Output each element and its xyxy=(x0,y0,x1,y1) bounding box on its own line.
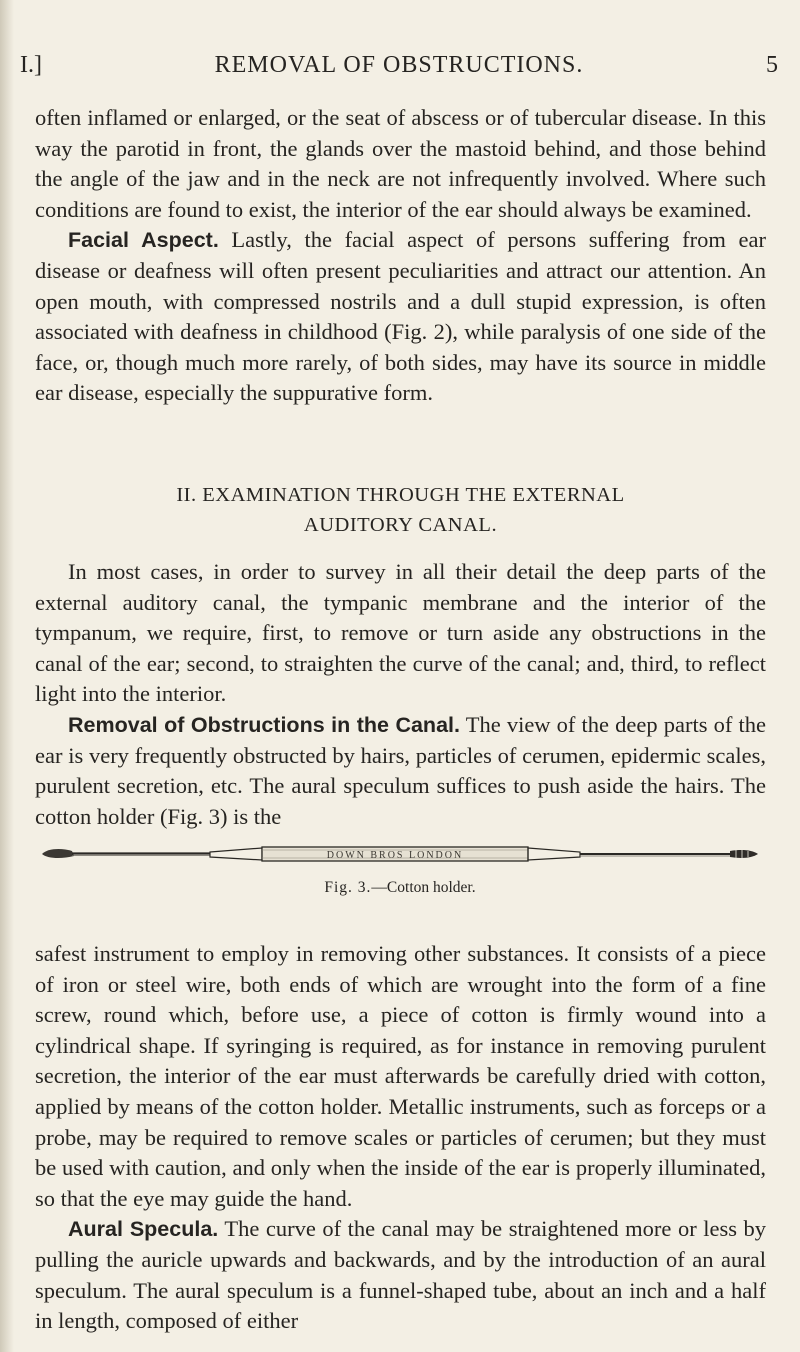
paragraph-intro: In most cases, in order to survey in all their detail the deep parts of the external auditory canal, the tympanic membrane and the interior of the tympanum, we require, first, to remove or turn aside any obstructions in the canal of the ear; second, to straighten the curve of the canal; and, third, to reflect light into the interior. xyxy=(35,559,766,707)
paragraph-continuation-2: safest instrument to employ in removing other substances. It consists of a piece of iron or steel wire, both ends of which are wrought into the form of a fine screw, round which, before use, a piece of cotton is firmly wound into a cylindrical shape. If syringing is required, as for instance in removing purulent secretion, the interior of the ear must afterwards be carefully dried with cotton, applied by means of the cotton holder. Metallic instruments, such as forceps or a probe, may be required to remove scales or particles of cerumen; but they must be used with caution, and only when the inside of the ear is properly illuminated, so that the eye may guide the hand. xyxy=(35,941,766,1211)
section-heading xyxy=(35,480,766,540)
paragraph-removal: Removal of Obstructions in the Canal. The view of the deep parts of the ear is very frequently obstructed by hairs, particles of cerumen, epidermic scales, purulent secretion, etc. The aural speculum suffices to push aside the hairs. The cotton holder (Fig. 3) is the xyxy=(35,711,767,829)
section-marker: I.] xyxy=(20,52,42,78)
text-block-upper xyxy=(35,103,766,409)
handle-taper-right xyxy=(528,848,580,860)
run-in-heading-aural-specula: Aural Specula. xyxy=(68,1217,219,1242)
figure-caption-text: —Cotton holder. xyxy=(371,879,476,896)
paragraph-facial-aspect: Facial Aspect. Lastly, the facial aspect of persons suffering from ear disease or deafness will often present peculiarities and attract our attention. An open mouth, with compressed nostrils and a dull stupid expression, is often associated with deafness in childhood (Fig. 2), while paralysis of one side of the face, or, though much more rarely, of both sides, may have its source in middle ear disease, especially the suppurative form. xyxy=(35,227,766,406)
page-number: 5 xyxy=(766,52,778,78)
text-block-lower xyxy=(35,939,766,1337)
section-heading-line2: AUDITORY CANAL. xyxy=(303,514,498,536)
handle-taper-left xyxy=(210,848,262,860)
cotton-tip-left xyxy=(42,849,74,858)
screw-tip-right xyxy=(730,850,758,858)
maker-mark: DOWN BROS LONDON xyxy=(326,850,464,861)
cotton-holder-illustration xyxy=(0,838,800,868)
figure-caption xyxy=(0,879,800,897)
run-in-heading-facial-aspect: Facial Aspect. xyxy=(68,228,219,253)
section-heading-line1: II. EXAMINATION THROUGH THE EXTERNAL xyxy=(176,484,625,506)
figure-label: Fig. 3. xyxy=(324,879,372,896)
text-block-middle xyxy=(35,557,766,832)
paragraph-aural-specula: Aural Specula. The curve of the canal may be straightened more or less by pulling the auricle upwards and backwards, and by the introduction of an aural speculum. The aural speculum is a funnel-shaped tube, about an inch and a half in length, composed of either xyxy=(35,1216,766,1334)
running-title: REMOVAL OF OBSTRUCTIONS. xyxy=(214,52,584,78)
paragraph-continuation: often inflamed or enlarged, or the seat of abscess or of tubercular disease. In this way the parotid in front, the glands over the mastoid behind, and those behind the angle of the jaw and in the neck are not infrequently involved. Where such conditions are found to exist, the interior of the ear should always be examined. xyxy=(35,105,766,222)
page-binding-edge xyxy=(0,0,14,1352)
running-header xyxy=(20,44,778,84)
run-in-heading-removal: Removal of Obstructions in the Canal. xyxy=(68,712,460,737)
